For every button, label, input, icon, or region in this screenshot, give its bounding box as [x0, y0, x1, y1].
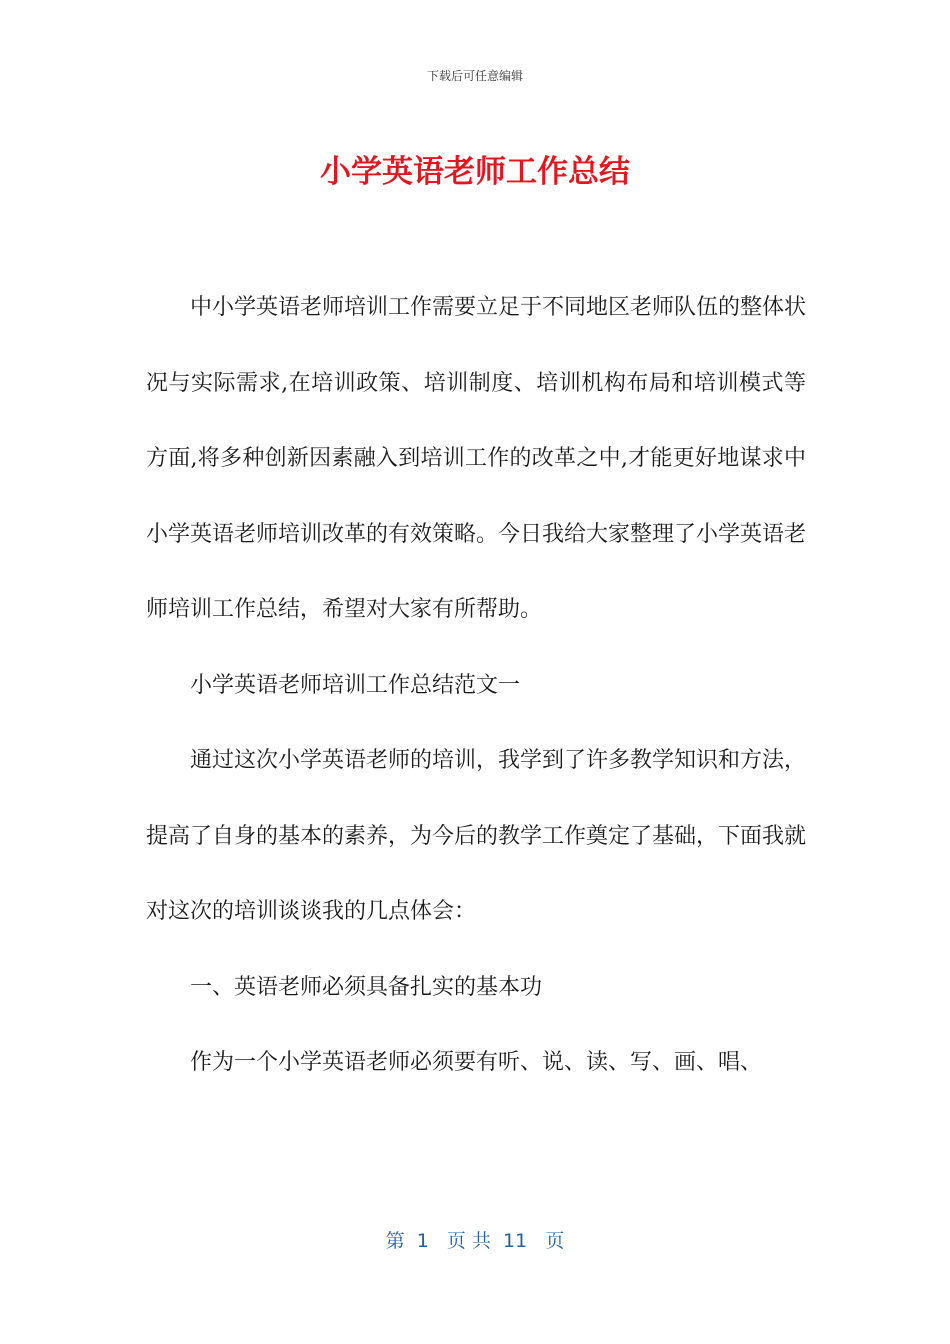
paragraph-intro: 中小学英语老师培训工作需要立足于不同地区老师队伍的整体状况与实际需求,在培训政策、培训制度、培训机构布局和培训模式等方面,将多种创新因素融入到培训工作的改革之中,才能更好地谋求中小学英语老师培训改革的有效策略。今日我给大家整理了小学英语老师培训工作总结，希望对大家有所帮助。: [146, 295, 807, 622]
paragraph-section-heading: 小学英语老师培训工作总结范文一: [190, 672, 521, 698]
page-footer: 第 1 页 共 11 页: [385, 1230, 565, 1252]
paragraph-subheading-one: 一、英语老师必须具备扎实的基本功: [190, 974, 543, 1000]
header-note: 下载后可任意编辑: [426, 69, 523, 83]
document-body: [146, 270, 806, 1101]
document-title: 小学英语老师工作总结: [320, 154, 630, 190]
paragraph-skills: 作为一个小学英语老师必须要有听、说、读、写、画、唱、: [190, 1050, 763, 1075]
paragraph-training-reflection: 通过这次小学英语老师的培训，我学到了许多教学知识和方法，提高了自身的基本的素养，为今后的教学工作奠定了基础，下面我就对这次的培训谈谈我的几点体会：: [146, 748, 807, 924]
